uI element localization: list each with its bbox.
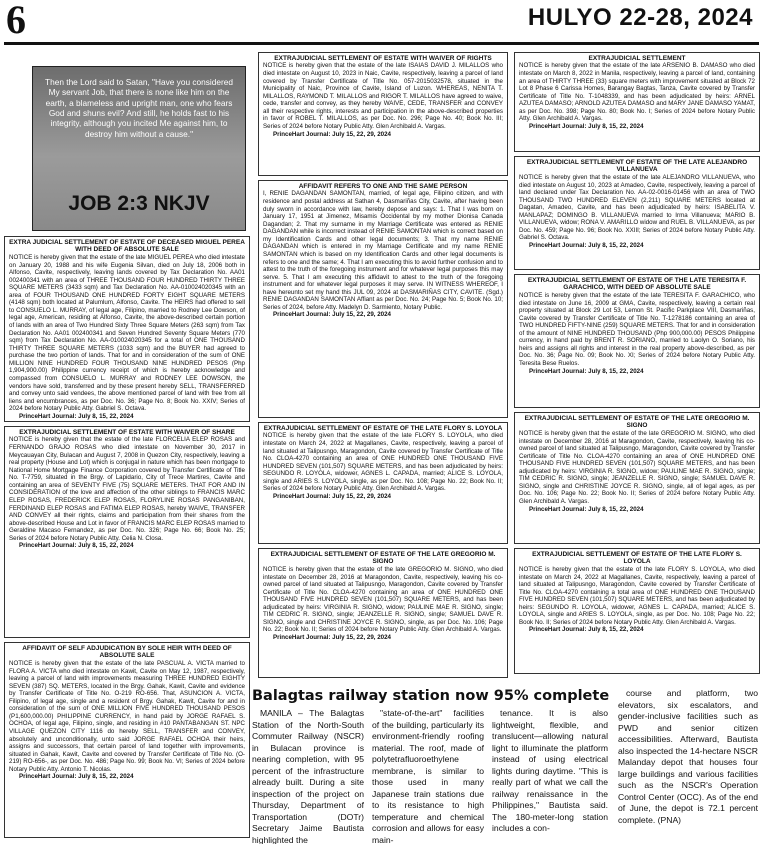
notice	[258, 422, 508, 544]
notice-publication: PrinceHart Journal: July 8, 15, 22, 2024	[529, 626, 644, 634]
notice	[258, 52, 508, 176]
notice-title: EXTRAJUDICIAL SETTLEMENT OF ESTATE WITH WAIVER OF RIGHTS	[274, 55, 492, 62]
notice-publication: PrinceHart Journal: July 8, 15, 22, 2024	[19, 412, 134, 420]
notice-title: AFFIDAVIT OF SELF ADJUDICATION BY SOLE HEIR WITH DEED OF ABSOLUTE SALE	[22, 645, 232, 660]
notice-publication: PrinceHart Journal: July 8, 15, 22, 2024	[529, 367, 644, 375]
news-text: course and platform, two elevators, six escalators, and gender-inclusive facilities such as PWD and senior citizen accessibilities. Afterward, Bautista also inspected the 14-hectare NSCR Malanday depot that houses four large buildings and various facilities such as the NSCR's Operation Control Center (OCC). As of the end of June, the depot is 72.1 percent complete. (PNA)	[618, 688, 758, 825]
notice-title: EXTRAJUDICIAL SETTLEMENT OF ESTATE OF THE LATE FLORY S. LOYOLA	[263, 425, 503, 432]
news-column-4	[618, 688, 758, 844]
notice-publication: PrinceHart Journal: July 8, 15, 22, 2024	[19, 542, 134, 550]
notice	[4, 642, 250, 838]
notice-body: NOTICE is hereby given that the estate of the late ISAIAS DAVID J. MILALLOS who died intestate on August 10, 2023 in Naic, Cavite, respectively, leaving a parcel of land covered by Transfer Certificate of Title No. 057-2015032578, situated in the Municipality of Naic, Province of Cavite, Island of Luzon. WHEREAS, NENITA T. MILALLOS, RAYMOND T. MILALLOS and RIGOR T. MILALLOS have agreed to waive, cede, transfer and convey, as they hereby WAIVE, CEDE, TRANSFER and CONVEY all their respective rights, interests and participation in the above-described properties in favor of ROBEL T. MILALLOS, as per Doc. No. 296; Page No. 40; Book No. III; Series of 2024 before Notary Public Atty. Glen Archibald A. Vargas.	[263, 62, 503, 130]
notice-title: AFFIDAVIT REFERS TO ONE AND THE SAME PERSON	[298, 183, 468, 190]
news-text: "state-of-the-art" facilities of the building, particularly its environment-friendly roofing material. The roof, made of polytetrafluoroethylene membrane, is similar to those used in many Japanese train stations due to its resistance to high temperature and chemical corrosion and allows for easy main-	[372, 708, 484, 844]
notice-body: NOTICE is hereby given that the estate of the late FLORCELIA ELEP ROSAS and FERNANDO GRAJO ROSAS who died intestate on November 30, 2017 in Meycauayan City, Bulacan and August 7, 2008 in Quezon City, respectively, leaving a real property (House and Lot) which is conjugal in nature which has been mortgage to National Home Mortgage Finance Corporation covered by Transfer Certificate of Title No. T-7759, situated in the Brgy. of Lapidario, City of Trece Martires, Cavite and containing an area of SEVENTY FIVE (75) SQUARE METERS. THAT FOR AND IN CONSIDERATION of the love and affection of the other siblings to FRANCIS MARC ELEP ROSAS, FREDERICK ELEP ROSAS, FLORYLINE ROSAS PANGANIBAN, FERDINAND ELEP ROSAS and FATIMA ELEP ROSAS, hereby WAIVE, TRANSFER AND CONVEY all their rights, claims and participation from their shares from the above-described House and Lot in favor of FRANCIS MARC ELEP ROSAS married to Geraldine Macaso Fernandez, as per Doc. No. 326; Page No. 66; Book No. 25; Series of 2024 before Notary Public Atty. Celia N. Closa.	[9, 436, 245, 542]
notice-publication: PrinceHart Journal: July 15, 22, 29, 2024	[273, 634, 391, 641]
middle-notices	[258, 52, 508, 682]
notice-publication: PrinceHart Journal: July 8, 15, 22, 2024	[529, 242, 644, 249]
news-headline: Balagtas railway station now 95% complete	[252, 688, 610, 704]
notice-publication: PrinceHart Journal: July 15, 22, 29, 2024	[273, 311, 391, 319]
notice	[258, 548, 508, 678]
notice	[514, 274, 760, 408]
notice-title: EXTRAJUDICIAL SETTLEMENT OF ESTATE OF THE LATE GREGORIO M. SIGNO	[270, 551, 496, 566]
notice-title: EXTRAJUDICIAL SETTLEMENT OF ESTATE WITH WAIVER OF SHARE	[19, 429, 235, 436]
notice-body: NOTICE is hereby given that the estate of the late GREGORIO M. SIGNO, who died intestate on December 28, 2016 at Maragondon, Cavite, respectively, leaving his co-owned parcel of land situated at Talipusngo, Maragondon, Cavite covered by Transfer Certificate of Title No. CLOA-4270 containing an area of ONE HUNDRED ONE THOUSAND FIVE HUNDRED SEVEN (101,507) SQUARE METERS, and has been adjudicated by heirs: VIRGINIA R. SIGNO, widow; PAULINE MAE R. SIGNO, single; TIM CEDRIC R. SIGNO, single; JEANZELLE R. SIGNO, single; SAMUEL DAVE R. SIGNO, single and CHRISTINE JOYCE R. SIGNO, single, as per Doc. No. 106; Page No. 22; Book No. II; Series of 2024 before Notary Public Atty. Glen Archibald A. Vargas.	[263, 565, 503, 634]
news-column-3	[492, 708, 608, 844]
notice	[4, 426, 250, 638]
notice-body: NOTICE is hereby given that the estate of the late TERESITA F. GARACHICO, who died intestate on June 16, 2009 at GMA, Cavite, respectively, leaving a certain real property situated at Block 29 Lot 53, Lemon St. Pacific Parkplace VIII, Dasmariñas, Cavite covered by Transfer Certificate of Title No. T-1278186 containing an area of TWO HUNDRED FIFTY-NINE (259) SQUARE METERS. That for and in consideration of the amount of NINE HUNDRED THOUSAND (Php 900,000.00) PESOS Philippine currency, in hand paid by BRENT R. SORIANO, married to Laolyn O. Soriano, his heirs and assigns all rights and interest in the real property above-described, as per Doc. No. 36; Page No. 09; Book No. XI; Series of 2024 before Notary Public Atty. Teresita Bese Ruelos.	[519, 291, 755, 367]
notice-body: NOTICE is hereby given that the estate of the late PASCUAL A. VICTA married to FLORA A. VICTA who died intestate on Kawit, Cavite on May 12, 1987, respectively, leaving a parcel of land with improvements measuring THREE HUNDRED EIGHTY SEVEN (387) SQ. METERS, located in the Brgy. Gahak, Kawit, Cavite and evidence by Transfer Certificate of Title No. O-219 RO-656. That, ASUNCION A. VICTA, Filipino, of legal age, single and a resident of Brgy. Gahak, Kawit, Cavite for and in consideration of the sum of ONE MILLION FIVE HUNDRED THOUSAND PESOS (P1,600,000.00) PHILIPPINE CURRENCY, in hand paid by JORGE RAFAEL S. OCHOA, of legal age, Filipino, single, and residing in #10 PANTABANGAN ST. NPC VILLAGE QUEZON CITY 1116 do hereby SELL, TRANSFER and CONVEY, absolutely and unconditionally, unto said JORGE RAFAEL OCHOA their heirs, assigns and successors, that certain parcel of land together with improvements, situated in Gahak, Kawit, Cavite and covered by Transfer Certificate of Title No. (O-219) RO-656-, as per Doc. No. 486; Page No. 99; Book No. VI; Series of 2024 before Notary Public Atty. Antonio T. Nicolas.	[9, 659, 245, 773]
notice-publication: PrinceHart Journal: July 15, 22, 29, 2024	[273, 492, 391, 500]
notice-body: NOTICE is hereby given that the estate of the late ALEJANDRO VILLANUEVA, who died intestate on August 10, 2023 at Amadeo, Cavite, respectively, leaving a parcel of land declared under Tax Declaration No. AA-02-0016-01456 with an area of TWO THOUSAND TWO HUNDRED ELEVEN (2,211) SQUARE METERS located at Dagatan, Amadeo, Cavite, and has been adjudicated by heirs: ISABELITA V. MANLAPAZ; DOMINGO B. VILLANUEVA married to Irma Villanueva; MARIO B. VILLANUEVA, widow; RONA V. AMARILLO widow and RUEL B. VILLANUEVA, as per Doc. No. 459; Page No. 96; Book No. XXIII; Series of 2024 before Notary Public Atty. Gabriel S. Octava.	[519, 173, 755, 242]
notice-body: NOTICE is hereby given that the estate of the late GREGORIO M. SIGNO, who died intestate on December 28, 2016 at Maragondon, Cavite, respectively, leaving his co-owned parcel of land situated at Talipusngo, Maragondon, Cavite covered by Transfer Certificate of Title No. CLOA-4270 containing an area of ONE HUNDRED ONE THOUSAND FIVE HUNDRED SEVEN (101,507) SQUARE METERS, and has been adjudicated by heirs: VIRGINIA R. SIGNO, widow; PAULINE MAE R. SIGNO, single; TIM CEDRIC R. SIGNO, single; JEANZELLE R. SIGNO, single; SAMUEL DAVE R. SIGNO, single and CHRISTINE JOYCE R. SIGNO, single, all of legal ages, as per Doc. No. 106; Page No. 22; Book No. II; Series of 2024 before Notary Public Atty. Glen Archibald A. Vargas.	[519, 429, 755, 505]
notice	[514, 412, 760, 544]
page-number: 6	[6, 0, 26, 42]
notice-body: I, RENIE DAGANDAN SAMONTAN, married, of legal age, Filipino citizen, and with residence and postal address at Sathan 4, Dasmariñas City, Cavite, after having been duly sworn in accordance with law, hereby depose and says: 1. That I was born on January 17, 1951 at Jimenez, Misamis Occidental by my mother Dionisa Canada Dagandan; 2. That my surname in my Marriage Certificate was entered as RENIE DAGANDAN while is incorrect instead of RENIE SAMONTAN which is correct based on my Identification Cards and other legal documents; 3. That my name RENIE DAGANDAN which is entered in my Marriage Certificate and my name RENIE SAMONTAN which is based on my Identification Cards and other legal documents is refers to one and the same; 4. That I am executing this to avoid further confusion and to attest to the truth of the foregoing instrument and for whatever legal purposes this may serve. 5. That I am executing this affidavit to attest to the truth of the foregoing instrument and for whatever legal purposes it may serve. IN WITNESS WHEREOF, I have hereunto set my hand this JUL 09, 2024 at DASMARIÑAS CITY, CAVITE. (Sgd.) RENIE DAGANDAN SAMONTAN Affiant as per Doc. No. 24; Page No. 5; Book No. 10; Series of 2024, before Atty. Madelyn D. Sarmiento, Notary Public.	[263, 190, 503, 311]
notice	[258, 180, 508, 418]
notice	[514, 52, 760, 152]
news-column-1	[252, 708, 364, 844]
notice	[514, 548, 760, 674]
notice-publication: PrinceHart Journal: July 8, 15, 22, 2024	[19, 773, 134, 781]
notice-body: NOTICE is hereby given that the estate of the late MIGUEL PEREA who died intestate on January 20, 1988 and his wife Eugenia Silvan, died on July 18, 2006 both in Alfonso, Cavite, respectively, leaving lands covered by Tax Declaration No. AA01 002400341 with an area of THREE THOUSAND FOUR HUNDRED THIRTY THREE SQUARE METERS (3433 sqm) and Tax Declaration No. AA-010024020345 with an area of FOUR THOUSAND ONE HUNDRED FORTY EIGHT SQUARE METERS (4148 sqm) both located at Palumlum, Alfonso, Cavite. The HEIRS had offered to sell to CONSUELO L. MURRAY, of legal age, Filipino, married to Rodney Lee Dowson, of legal age, American, residing at Alfonso, Cavite, the above-described certain portion of lands with an area of Two Hundred Sixty Three Square Meters (263 sqm) from Tax Declaration No. AA01 002400341 and Seven Hundred Seventy Square Meters (770 sqm) from Tax Declaration No. AA-010024020345 for a total of ONE THOUSAND THIRTY THREE SQUARE METERS (1033 sqm) and the BUYER had agreed to purchase the two portion of lands. That for and in consideration of the sum of ONE MILLION NINE HUNDRED FOUR THOUSAND NINE HUNDRED PESOS (Php 1,904,900.00) Philippine currency receipt of which is hereby acknowledge and compassed from CONSUELO L. MURRAY and RODNEY LEE DOWSON, the vendors have sold, transferred and by these present hereby SELL, TRANSFERRED and convey unto said vendees, the above mentioned parcel of land with free from all liens and encumbrances, as per Doc. No. 36; Page No. 8; Book No. XXIV; Series of 2024 before Notary Public Atty. Gabriel S. Octava.	[9, 253, 245, 413]
notice-publication: PrinceHart Journal: July 8, 15, 22, 2024	[529, 505, 644, 513]
verse-reference: JOB 2:3 NKJV	[68, 192, 210, 215]
notice-body: NOTICE is hereby given that the estate of the late FLORY S. LOYOLA, who died intestate on March 24, 2022 at Magallanes, Cavite, respectively, leaving a parcel of land situated at Talipusngo, Maragondon, Cavite covered by Transfer Certificate of Title No. CLOA-4270 containing an area of ONE HUNDRED ONE THOUSAND FIVE HUNDRED SEVEN (101,507) SQUARE METERS, and has been adjudicated by heirs: SEGUNDO R. LOYOLA, widower, AGNES L. CAPADA, married; ALICE S. LOYOLA, single and ARIES S. LOYOLA, single, as per Doc. No. 108; Page No. 22; Book No. II; Series of 2024 before Notary Public Atty. Glen Archibald A. Vargas.	[263, 432, 503, 493]
right-notices	[514, 52, 760, 682]
header-rule	[4, 42, 759, 45]
notice-title: EXTRAJUDICIAL SETTLEMENT	[588, 55, 686, 62]
notice-title: EXTRA JUDICIAL SETTLEMENT OF ESTATE OF DECEASED MIGUEL PEREA WITH DEED OF ABSOLUTE SALE	[9, 239, 245, 254]
notice-title: EXTRAJUDICIAL SETTLEMENT OF ESTATE OF THE LATE GREGORIO M. SIGNO	[524, 415, 750, 430]
notice-publication: PrinceHart Journal: July 15, 22, 29, 2024	[273, 130, 391, 138]
notice-title: EXTRAJUDICIAL SETTLEMENT OF ESTATE OF THE LATE TERESITA F. GARACHICO, WITH DEED OF ABSOLUTE SALE	[527, 277, 747, 292]
verse-box	[32, 66, 246, 231]
notice	[4, 236, 250, 422]
left-notices	[4, 236, 250, 842]
news-column-2	[372, 708, 484, 844]
notice-body: NOTICE is hereby given that the estate of the late FLORY S. LOYOLA, who died intestate on March 24, 2022 at Magallanes, Cavite, respectively, leaving a parcel of land situated at Talipusngo, Maragondon, Cavite covered by Transfer Certificate of Title No. CLOA-4270 containing a total area of ONE HUNDRED ONE THOUSAND FIVE HUNDRED SEVEN (101,507) SQUARE METERS, and has been adjudicated by heirs: SEGUNDO R. LOYOLA, widower, AGNES L. CAPADA, married; ALICE S. LOYOLA, single and ARIES S. LOYOLA, single, as per Doc. No. 108; Page No. 22; Book No. II; Series of 2024 before Notary Public Atty. Glen Archibald A. Vargas.	[519, 565, 755, 626]
notice	[514, 156, 760, 270]
notice-title: EXTRAJUDICIAL SETTLEMENT OF ESTATE OF THE LATE ALEJANDRO VILLANUEVA	[526, 159, 748, 174]
header-date: HULYO 22-28, 2024	[527, 4, 753, 31]
news-text: MANILA – The Balagtas Station of the North-South Commuter Railway (NSCR) in Bulacan province is nearing completion, with 95 percent of the infrastructure already built. During a site inspection of the project on Thursday, Department of Transportation (DOTr) Secretary Jaime Bautista highlighted the	[252, 708, 364, 844]
notice-body: NOTICE is hereby given that the estate of the late ARSENIO B. DAMASO who died intestate on March 8, 2022 in Manila, respectively, leaving a parcel of land, containing an area of THIRTY THREE (33) square meters with improvement situated at Block 72 Lot 8 Phase 6 Carissa Homes, Barangay Bagtas, Tanza, Cavite covered by Transfer Certificate of Title No. T-1048339, and has been adjudicated by heirs: ARNEL AZUTEA DAMASO; ARNOLD AZUTEA DAMASO and MARY JANE DAMASO YAMAT, as per Doc. No. 398; Page No. 80; Book No. I; Series of 2024 before Notary Public Atty. Glen Archibald A. Vargas.	[519, 62, 755, 123]
notice-publication: PrinceHart Journal: July 8, 15, 22, 2024	[529, 122, 644, 130]
news-text: tenance. It is also lightweight, flexible, and translucent—allowing natural light to illuminate the platform instead of using electrical lights during daytime. "This is really part of what we call the railway renaissance in the Philippines," Bautista said. The 180-meter-long station includes a con-	[492, 708, 608, 834]
verse-text: Then the Lord said to Satan, "Have you considered My servant Job, that there is none like him on the earth, a blameless and upright man, one who fears God and shuns evil? And still, he holds fast to his integrity, although you incited Me against him, to destroy him without a cause."	[45, 77, 233, 139]
notice-title: EXTRAJUDICIAL SETTLEMENT OF ESTATE OF THE LATE FLORY S. LOYOLA	[532, 551, 742, 566]
